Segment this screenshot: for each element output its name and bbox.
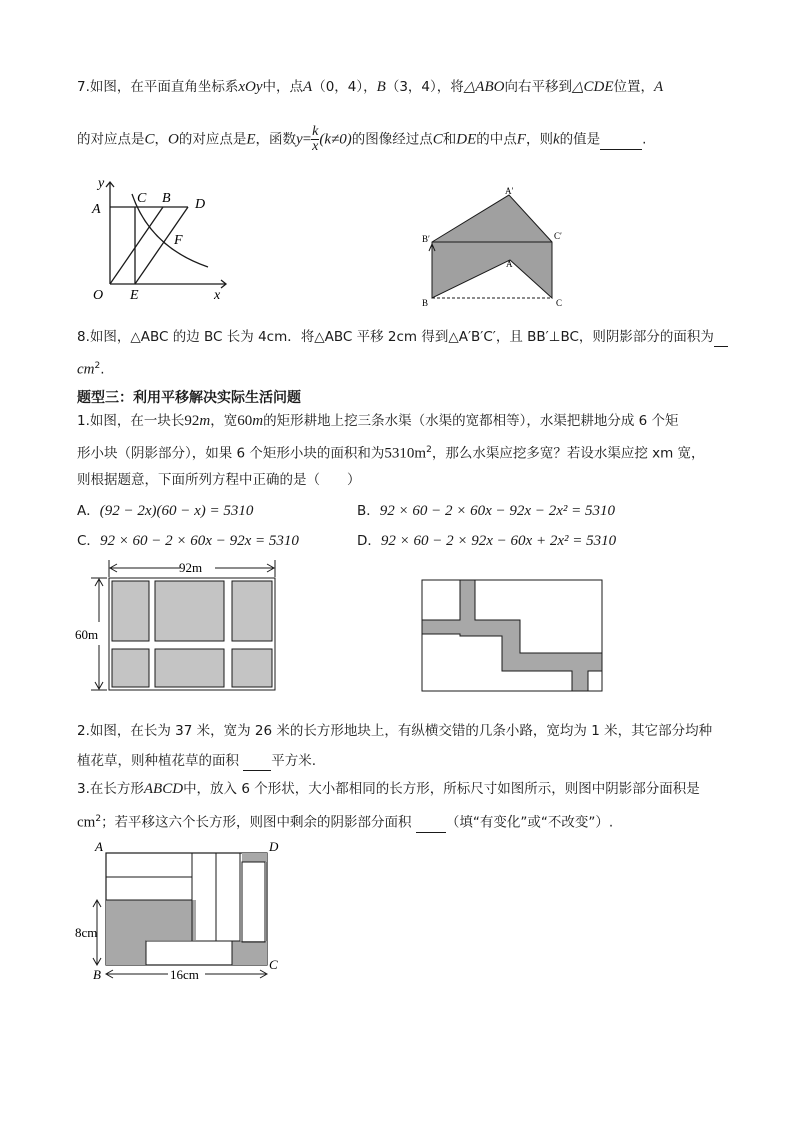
label-F: F <box>174 233 183 248</box>
figure-rectangle-abcd <box>75 838 290 988</box>
label-B: B <box>93 967 101 982</box>
q8-line1: 8.如图，△ABC 的边 BC 长为 4cm．将△ABC 平移 2cm 得到△A′B′C′，且 BB′⊥BC，则阴影部分的面积为 <box>77 328 728 347</box>
option-a[interactable]: A．(92 − 2x)(60 − x) = 5310 <box>77 503 254 519</box>
option-c[interactable]: C．92 × 60 − 2 × 60x − 92x = 5310 <box>77 533 299 549</box>
q7-line2: 的对应点是C，O的对应点是E，函数y= $\frac{k}{x}$ (k≠0)的图像经过点C和DE的中点F，则k的值是 . <box>77 124 647 154</box>
label-C: C <box>556 298 563 308</box>
p2-line1: 2.如图，在长为 37 米，宽为 26 米的长方形地块上，有纵横交错的几条小路，宽均为 1 米，其它部分均种 <box>77 723 713 739</box>
q7-line1: 7.如图，在平面直角坐标系xOy中，点A（0，4），B（3，4），将△ABO向右平移到△CDE位置，A <box>77 79 664 95</box>
p3-line1: 3.在长方形ABCD中，放入 6 个形状，大小都相同的长方形，所标尺寸如图所示，则图中阴影部分面积是 <box>77 781 700 797</box>
figure-field-paths <box>420 578 605 693</box>
label-C: C <box>137 191 147 206</box>
answer-blank <box>243 752 271 771</box>
label-B: B <box>162 191 171 206</box>
label-D: D <box>269 839 279 854</box>
label-D: D <box>195 197 206 212</box>
p1-line3: 则根据题意，下面所列方程中正确的是（ ） <box>77 472 361 488</box>
figure-translated-triangle <box>420 185 580 310</box>
label-A: A <box>95 839 103 854</box>
label-16cm: 16cm <box>170 967 199 982</box>
label-A-prime: A′ <box>505 186 514 196</box>
label-A: A <box>506 259 513 269</box>
label-B-prime: B′ <box>422 234 430 244</box>
p1-line1: 1.如图，在一块长92m，宽60m的矩形耕地上挖三条水渠（水渠的宽都相等），水渠把耕地分成 6 个矩 <box>77 413 679 429</box>
section-heading: 题型三：利用平移解决实际生活问题 <box>77 390 301 406</box>
p1-line2: 形小块（阴影部分），如果 6 个矩形小块的面积和为$5310m^2$，那么水渠应挖多宽？若设水渠应挖 xm 宽， <box>77 445 705 462</box>
label-O: O <box>93 288 104 303</box>
fraction-k-over-x: $\frac{k}{x}$ <box>312 124 319 154</box>
label-B: B <box>422 298 429 308</box>
label-60m: 60m <box>75 627 99 642</box>
label-C-prime: C′ <box>554 231 562 241</box>
label-C: C <box>269 957 278 972</box>
option-b[interactable]: B．92 × 60 − 2 × 60x − 92x − 2x² = 5310 <box>357 503 615 519</box>
label-A: A <box>92 202 101 217</box>
label-92m: 92m <box>179 560 203 575</box>
p2-line2: 植花草，则种植花草的面积 平方米. <box>77 753 317 769</box>
answer-blank <box>714 328 728 347</box>
option-d[interactable]: D．92 × 60 − 2 × 92x − 60x + 2x² = 5310 <box>357 533 617 549</box>
figure-coordinate-graph <box>88 172 238 307</box>
answer-blank <box>416 814 446 833</box>
label-y: y <box>98 176 105 191</box>
q8-line2: $cm^2$. <box>77 361 105 378</box>
figure-field-canals <box>75 557 285 697</box>
label-8cm: 8cm <box>75 925 98 940</box>
p3-line2: $cm^2$；若平移这六个长方形，则图中剩余的阴影部分面积 （填“有变化”或“不改变”）. <box>77 814 614 831</box>
answer-blank <box>600 131 642 150</box>
label-x: x <box>214 288 221 303</box>
label-E: E <box>130 288 139 303</box>
